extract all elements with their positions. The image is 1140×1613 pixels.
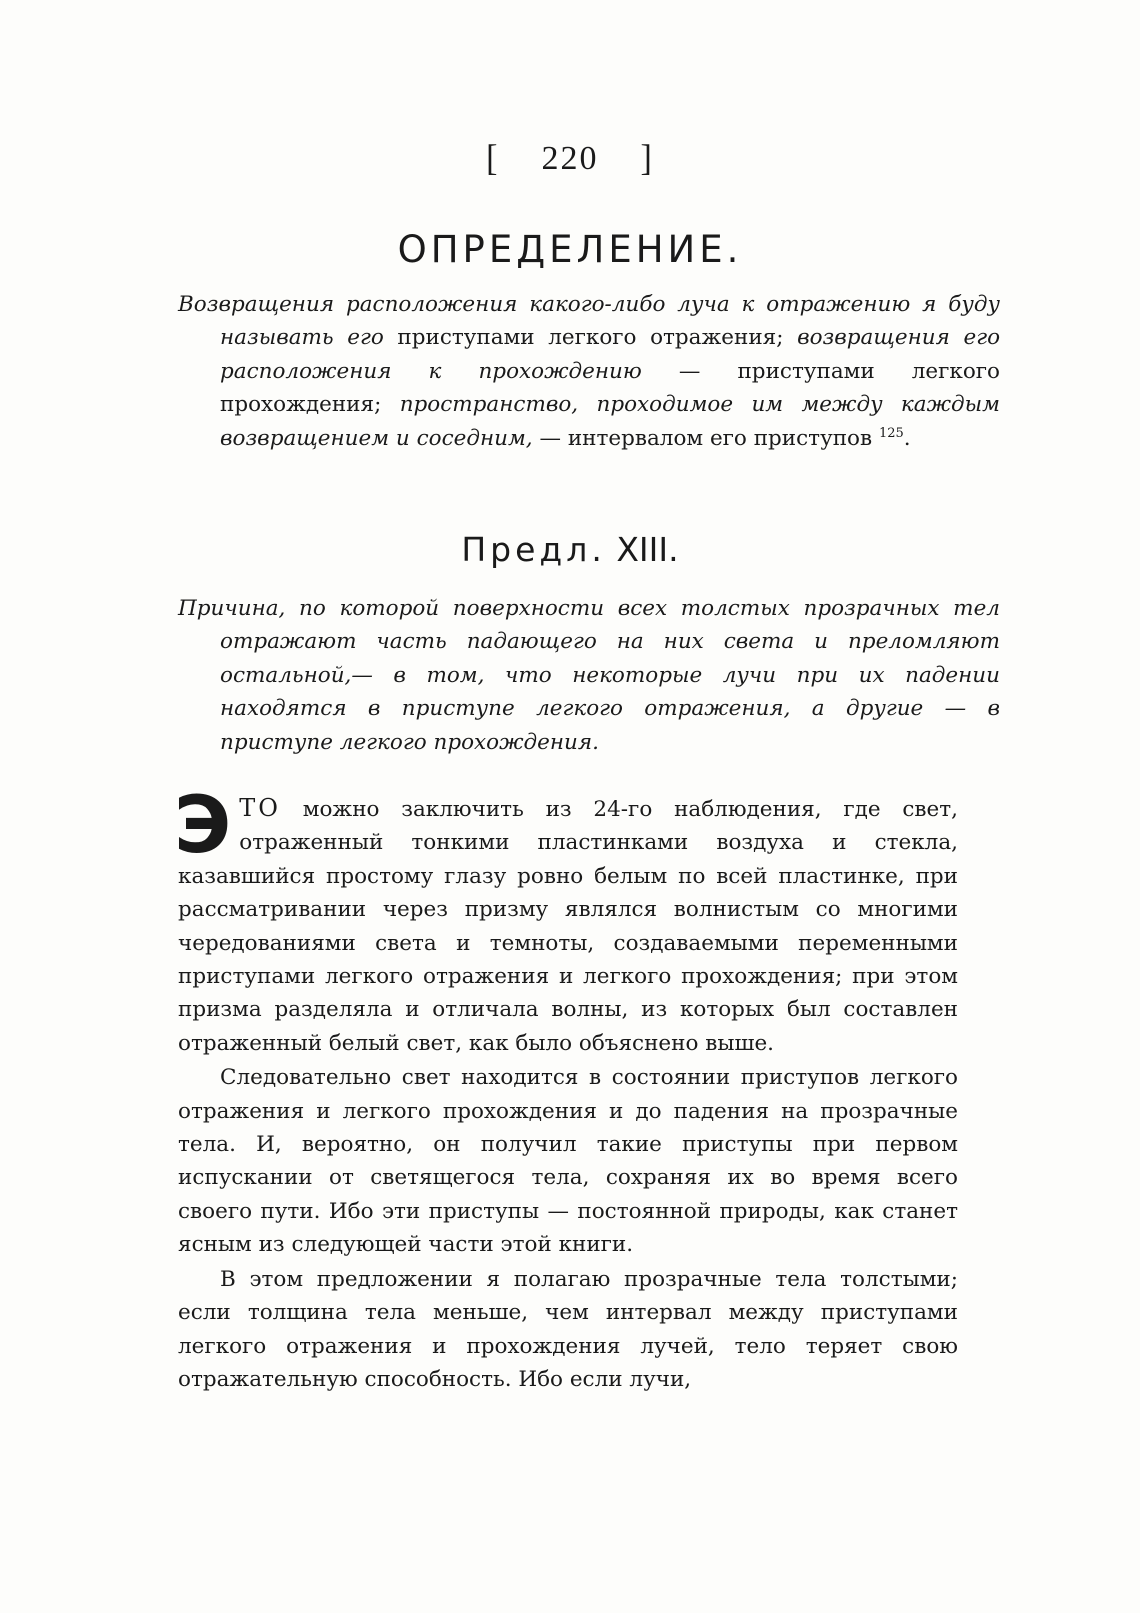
- page-number: [0, 140, 1140, 178]
- proposition-number: XIII.: [616, 530, 679, 569]
- definition-italic-1: Возвращения расположения какого-либо луча к отражению я буду называть его: [178, 292, 1000, 351]
- paragraph-1-text: можно заключить из 24-го наблюдения, где свет, отраженный тонкими пластинками воздуха и стекла, казавшийся простому глазу ровно белым по всей пластинке, при рассматривании через призму являлся волнистым со многими чередованиями света и темноты, создаваемыми переменными приступами легкого отражения и легкого прохождения; при этом призма разделяла и отличала волны, из которых был составлен отраженный белый свет, как было объяснено выше.: [178, 797, 958, 1056]
- body-text: [174, 781, 958, 1396]
- definition-italic-3: пространство, проходимое им между каждым возвращением и соседним,: [220, 392, 1000, 451]
- left-bracket: [: [486, 138, 500, 179]
- page-number-value: 220: [541, 140, 599, 177]
- definition-italic-2: возвращения его расположения к прохождению: [220, 325, 1001, 384]
- definition-title: ОПРЕДЕЛЕНИЕ.: [397, 228, 743, 271]
- definition-plain-3: — интервалом его приступов: [532, 425, 879, 451]
- footnote-marker[interactable]: 125: [878, 425, 904, 441]
- proposition-prefix: Предл.: [461, 530, 606, 569]
- right-bracket: ]: [640, 138, 654, 179]
- body-paragraph-1: [174, 781, 958, 1060]
- definition-plain-1: приступами легкого отражения;: [383, 325, 798, 351]
- definition-plain-2: — приступами легкого прохождения;: [220, 358, 1001, 418]
- lead-word: ТО: [239, 794, 281, 822]
- proposition-title: [0, 530, 1140, 569]
- proposition-text: Причина, по которой поверхности всех толстых прозрачных тел отражают часть падающего на них света и преломляют остальной,— в том, что некоторые лучи при их падении находятся в приступе легкого отражения, а другие — в приступе легкого прохождения.: [178, 596, 1000, 755]
- definition-end: .: [903, 425, 911, 451]
- drop-cap: Э: [174, 781, 232, 871]
- definition-text: [178, 288, 1000, 455]
- body-paragraph-3: В этом предложении я полагаю прозрачные тела толстыми; если толщина тела меньше, чем интервал между приступами легкого отражения и прохождения лучей, тело теряет свою отражательную способность. Ибо если лучи,: [178, 1266, 958, 1392]
- body-paragraph-2: Следовательно свет находится в состоянии приступов легкого отражения и легкого прохождения и до падения на прозрачные тела. И, вероятно, он получил такие приступы при первом испускании от светящегося тела, сохраняя их во время всего своего пути. Ибо эти приступы — постоянной природы, как станет ясным из следующей части этой книги.: [178, 1065, 958, 1258]
